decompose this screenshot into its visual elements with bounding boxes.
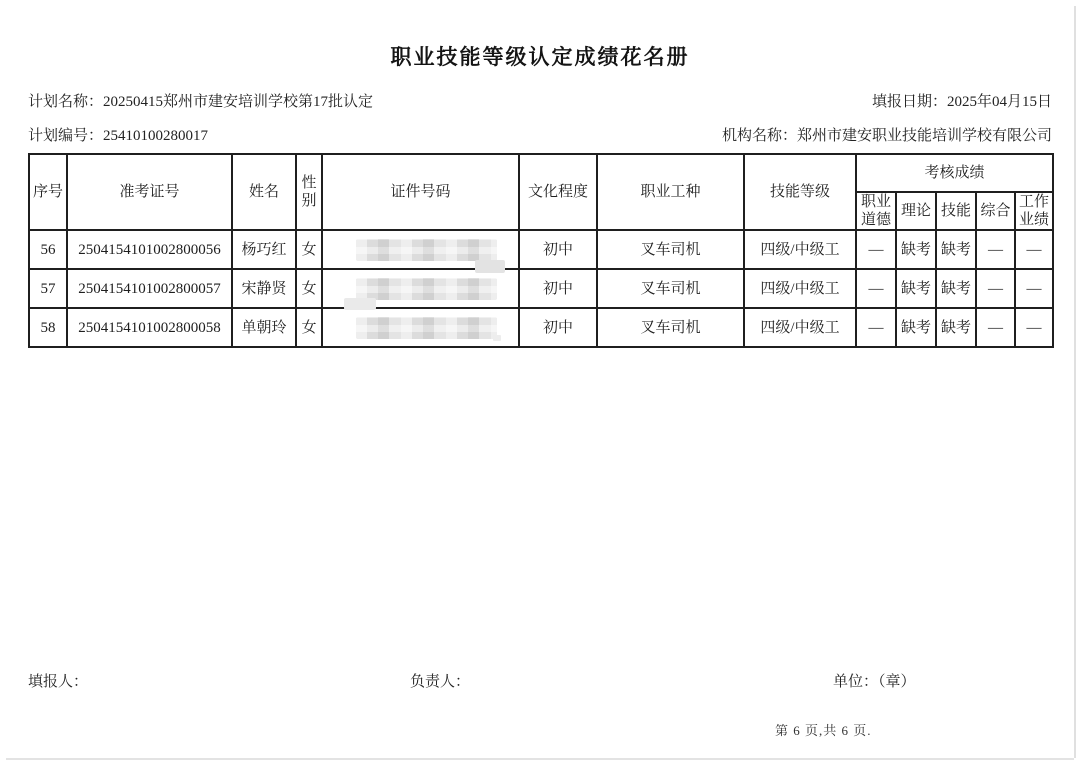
- document-title: 职业技能等级认定成绩花名册: [390, 46, 690, 69]
- header-score-skill: 技能: [936, 192, 976, 230]
- cell-education: 初中: [519, 230, 597, 269]
- cell-exam-no: 2504154101002800057: [67, 269, 232, 308]
- plan-name-label: 计划名称：: [28, 94, 104, 110]
- cell-score-work: —: [1015, 308, 1053, 347]
- cell-score-theory: 缺考: [896, 230, 936, 269]
- fill-date-label: 填报日期：: [871, 94, 947, 110]
- cell-name: 宋静贤: [232, 269, 296, 308]
- cell-score-comprehensive: —: [976, 269, 1015, 308]
- meta-line-1: [28, 90, 1052, 111]
- cell-skill-level: 四级/中级工: [744, 230, 856, 269]
- fill-date: [872, 90, 1052, 111]
- cell-exam-no: 2504154101002800056: [67, 230, 232, 269]
- cell-skill-level: 四级/中级工: [744, 269, 856, 308]
- cell-name: 杨巧红: [232, 230, 296, 269]
- plan-no: [28, 124, 208, 145]
- plan-name: [28, 90, 373, 111]
- cell-education: 初中: [519, 308, 597, 347]
- redacted-id-number: [356, 239, 497, 261]
- header-exam-no: 准考证号: [67, 154, 232, 230]
- table-row: [29, 269, 1053, 308]
- filler-signature-label: 填报人：: [28, 674, 89, 690]
- cell-score-work: —: [1015, 230, 1053, 269]
- table-row: [29, 308, 1053, 347]
- header-skill-level: 技能等级: [744, 154, 856, 230]
- manager-signature-label: 负责人：: [410, 674, 471, 690]
- header-score-comprehensive: 综合: [976, 192, 1015, 230]
- roster-table: [28, 153, 1054, 348]
- header-score-ethics: 职业道德: [856, 192, 896, 230]
- redacted-id-number: [356, 278, 497, 300]
- header-occupation: 职业工种: [597, 154, 744, 230]
- header-score-theory: 理论: [896, 192, 936, 230]
- cell-no: 57: [29, 269, 67, 308]
- cell-score-comprehensive: —: [976, 308, 1015, 347]
- cell-score-skill: 缺考: [936, 269, 976, 308]
- header-name: 姓名: [232, 154, 296, 230]
- page-edge-right: [1074, 6, 1076, 758]
- cell-occupation: 叉车司机: [597, 230, 744, 269]
- header-id-number: 证件号码: [322, 154, 519, 230]
- cell-score-skill: 缺考: [936, 308, 976, 347]
- redacted-id-number: [356, 317, 497, 339]
- plan-no-value: 25410100280017: [103, 128, 209, 144]
- page-edge-bottom: [6, 758, 1074, 760]
- meta-line-2: [28, 124, 1052, 145]
- fill-date-value: 2025年04月15日: [946, 94, 1052, 110]
- cell-exam-no: 2504154101002800058: [67, 308, 232, 347]
- cell-education: 初中: [519, 269, 597, 308]
- header-no: 序号: [29, 154, 67, 230]
- plan-no-label: 计划编号：: [28, 128, 104, 144]
- cell-score-work: —: [1015, 269, 1053, 308]
- header-score-group: 考核成绩: [856, 154, 1053, 192]
- org-name-label: 机构名称：: [721, 128, 797, 144]
- cell-score-theory: 缺考: [896, 308, 936, 347]
- cell-id-number: [322, 308, 519, 347]
- cell-skill-level: 四级/中级工: [744, 308, 856, 347]
- unit-seal-label: 单位：（章）: [833, 674, 916, 690]
- cell-occupation: 叉车司机: [597, 308, 744, 347]
- cell-score-theory: 缺考: [896, 269, 936, 308]
- header-row-1: [29, 154, 1053, 192]
- cell-no: 56: [29, 230, 67, 269]
- table-row: [29, 230, 1053, 269]
- cell-gender: 女: [296, 230, 322, 269]
- org-name: [722, 124, 1052, 145]
- cell-score-ethics: —: [856, 269, 896, 308]
- cell-id-number: [322, 269, 519, 308]
- header-gender: 性别: [296, 154, 322, 230]
- cell-no: 58: [29, 308, 67, 347]
- cell-score-ethics: —: [856, 308, 896, 347]
- plan-name-value: 20250415郑州市建安培训学校第17批认定: [103, 94, 374, 110]
- cell-score-skill: 缺考: [936, 230, 976, 269]
- header-score-work: 工作业绩: [1015, 192, 1053, 230]
- page-number: 第 6 页,共 6 页.: [775, 723, 872, 738]
- cell-id-number: [322, 230, 519, 269]
- cell-occupation: 叉车司机: [597, 269, 744, 308]
- cell-gender: 女: [296, 269, 322, 308]
- org-name-value: 郑州市建安职业技能培训学校有限公司: [796, 128, 1052, 144]
- header-education: 文化程度: [519, 154, 597, 230]
- cell-score-comprehensive: —: [976, 230, 1015, 269]
- cell-gender: 女: [296, 308, 322, 347]
- cell-name: 单朝玲: [232, 308, 296, 347]
- cell-score-ethics: —: [856, 230, 896, 269]
